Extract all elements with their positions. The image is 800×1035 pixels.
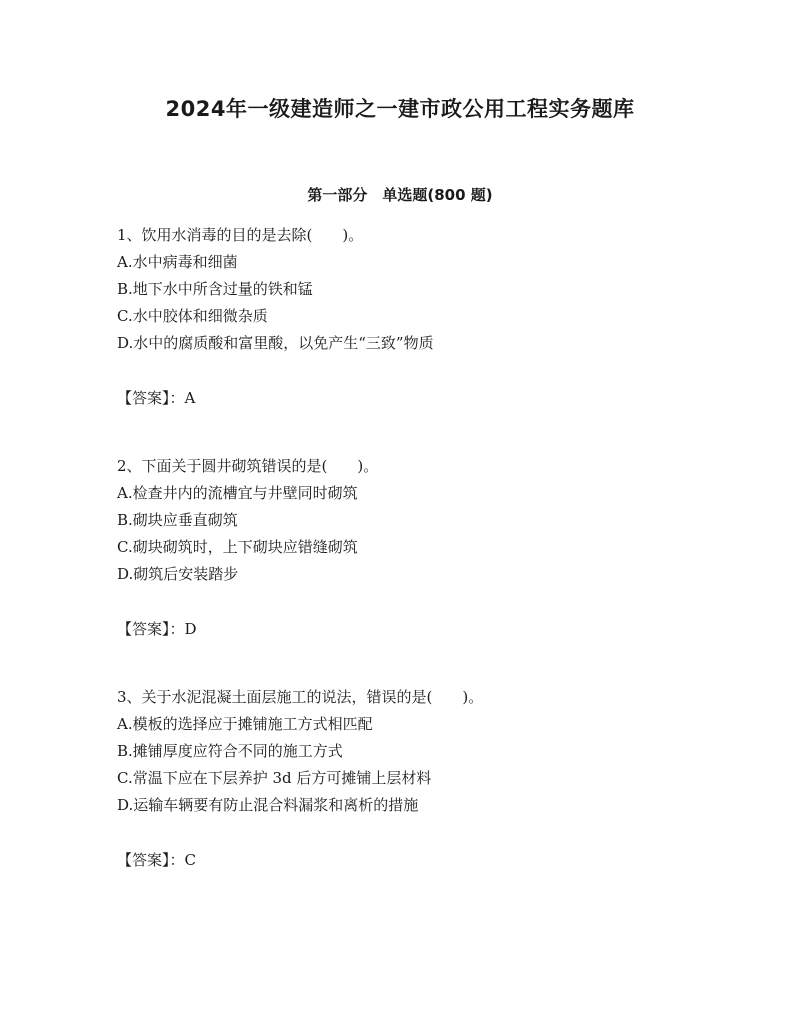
- option-a: A.模板的选择应于摊铺施工方式相匹配: [117, 715, 373, 733]
- document-title: 2024年一级建造师之一建市政公用工程实务题库: [165, 97, 635, 121]
- option-b: B.砌块应垂直砌筑: [117, 511, 238, 529]
- option-d: D.运输车辆要有防止混合料漏浆和离析的措施: [117, 796, 419, 814]
- option-d: D.水中的腐质酸和富里酸，以免产生“三致”物质: [117, 334, 434, 352]
- question-block: [117, 684, 717, 869]
- option-c: C.常温下应在下层养护 3d 后方可摊铺上层材料: [117, 769, 432, 787]
- answer-line: 【答案】：A: [117, 389, 196, 407]
- question-stem: 2、下面关于圆井砌筑错误的是( )。: [117, 457, 379, 475]
- question-block: [117, 222, 717, 407]
- option-b: B.地下水中所含过量的铁和锰: [117, 280, 313, 298]
- option-c: C.水中胶体和细微杂质: [117, 307, 268, 325]
- option-a: A.水中病毒和细菌: [117, 253, 238, 271]
- answer-line: 【答案】：D: [117, 620, 197, 638]
- option-b: B.摊铺厚度应符合不同的施工方式: [117, 742, 343, 760]
- answer-line: 【答案】：C: [117, 851, 196, 869]
- option-d: D.砌筑后安装踏步: [117, 565, 239, 583]
- section-heading: 第一部分 单选题(800 题): [307, 186, 493, 204]
- question-stem: 3、关于水泥混凝土面层施工的说法，错误的是( )。: [117, 688, 484, 706]
- option-c: C.砌块砌筑时，上下砌块应错缝砌筑: [117, 538, 358, 556]
- option-a: A.检查井内的流槽宜与井壁同时砌筑: [117, 484, 358, 502]
- question-stem: 1、饮用水消毒的目的是去除( )。: [117, 226, 364, 244]
- question-block: [117, 453, 717, 638]
